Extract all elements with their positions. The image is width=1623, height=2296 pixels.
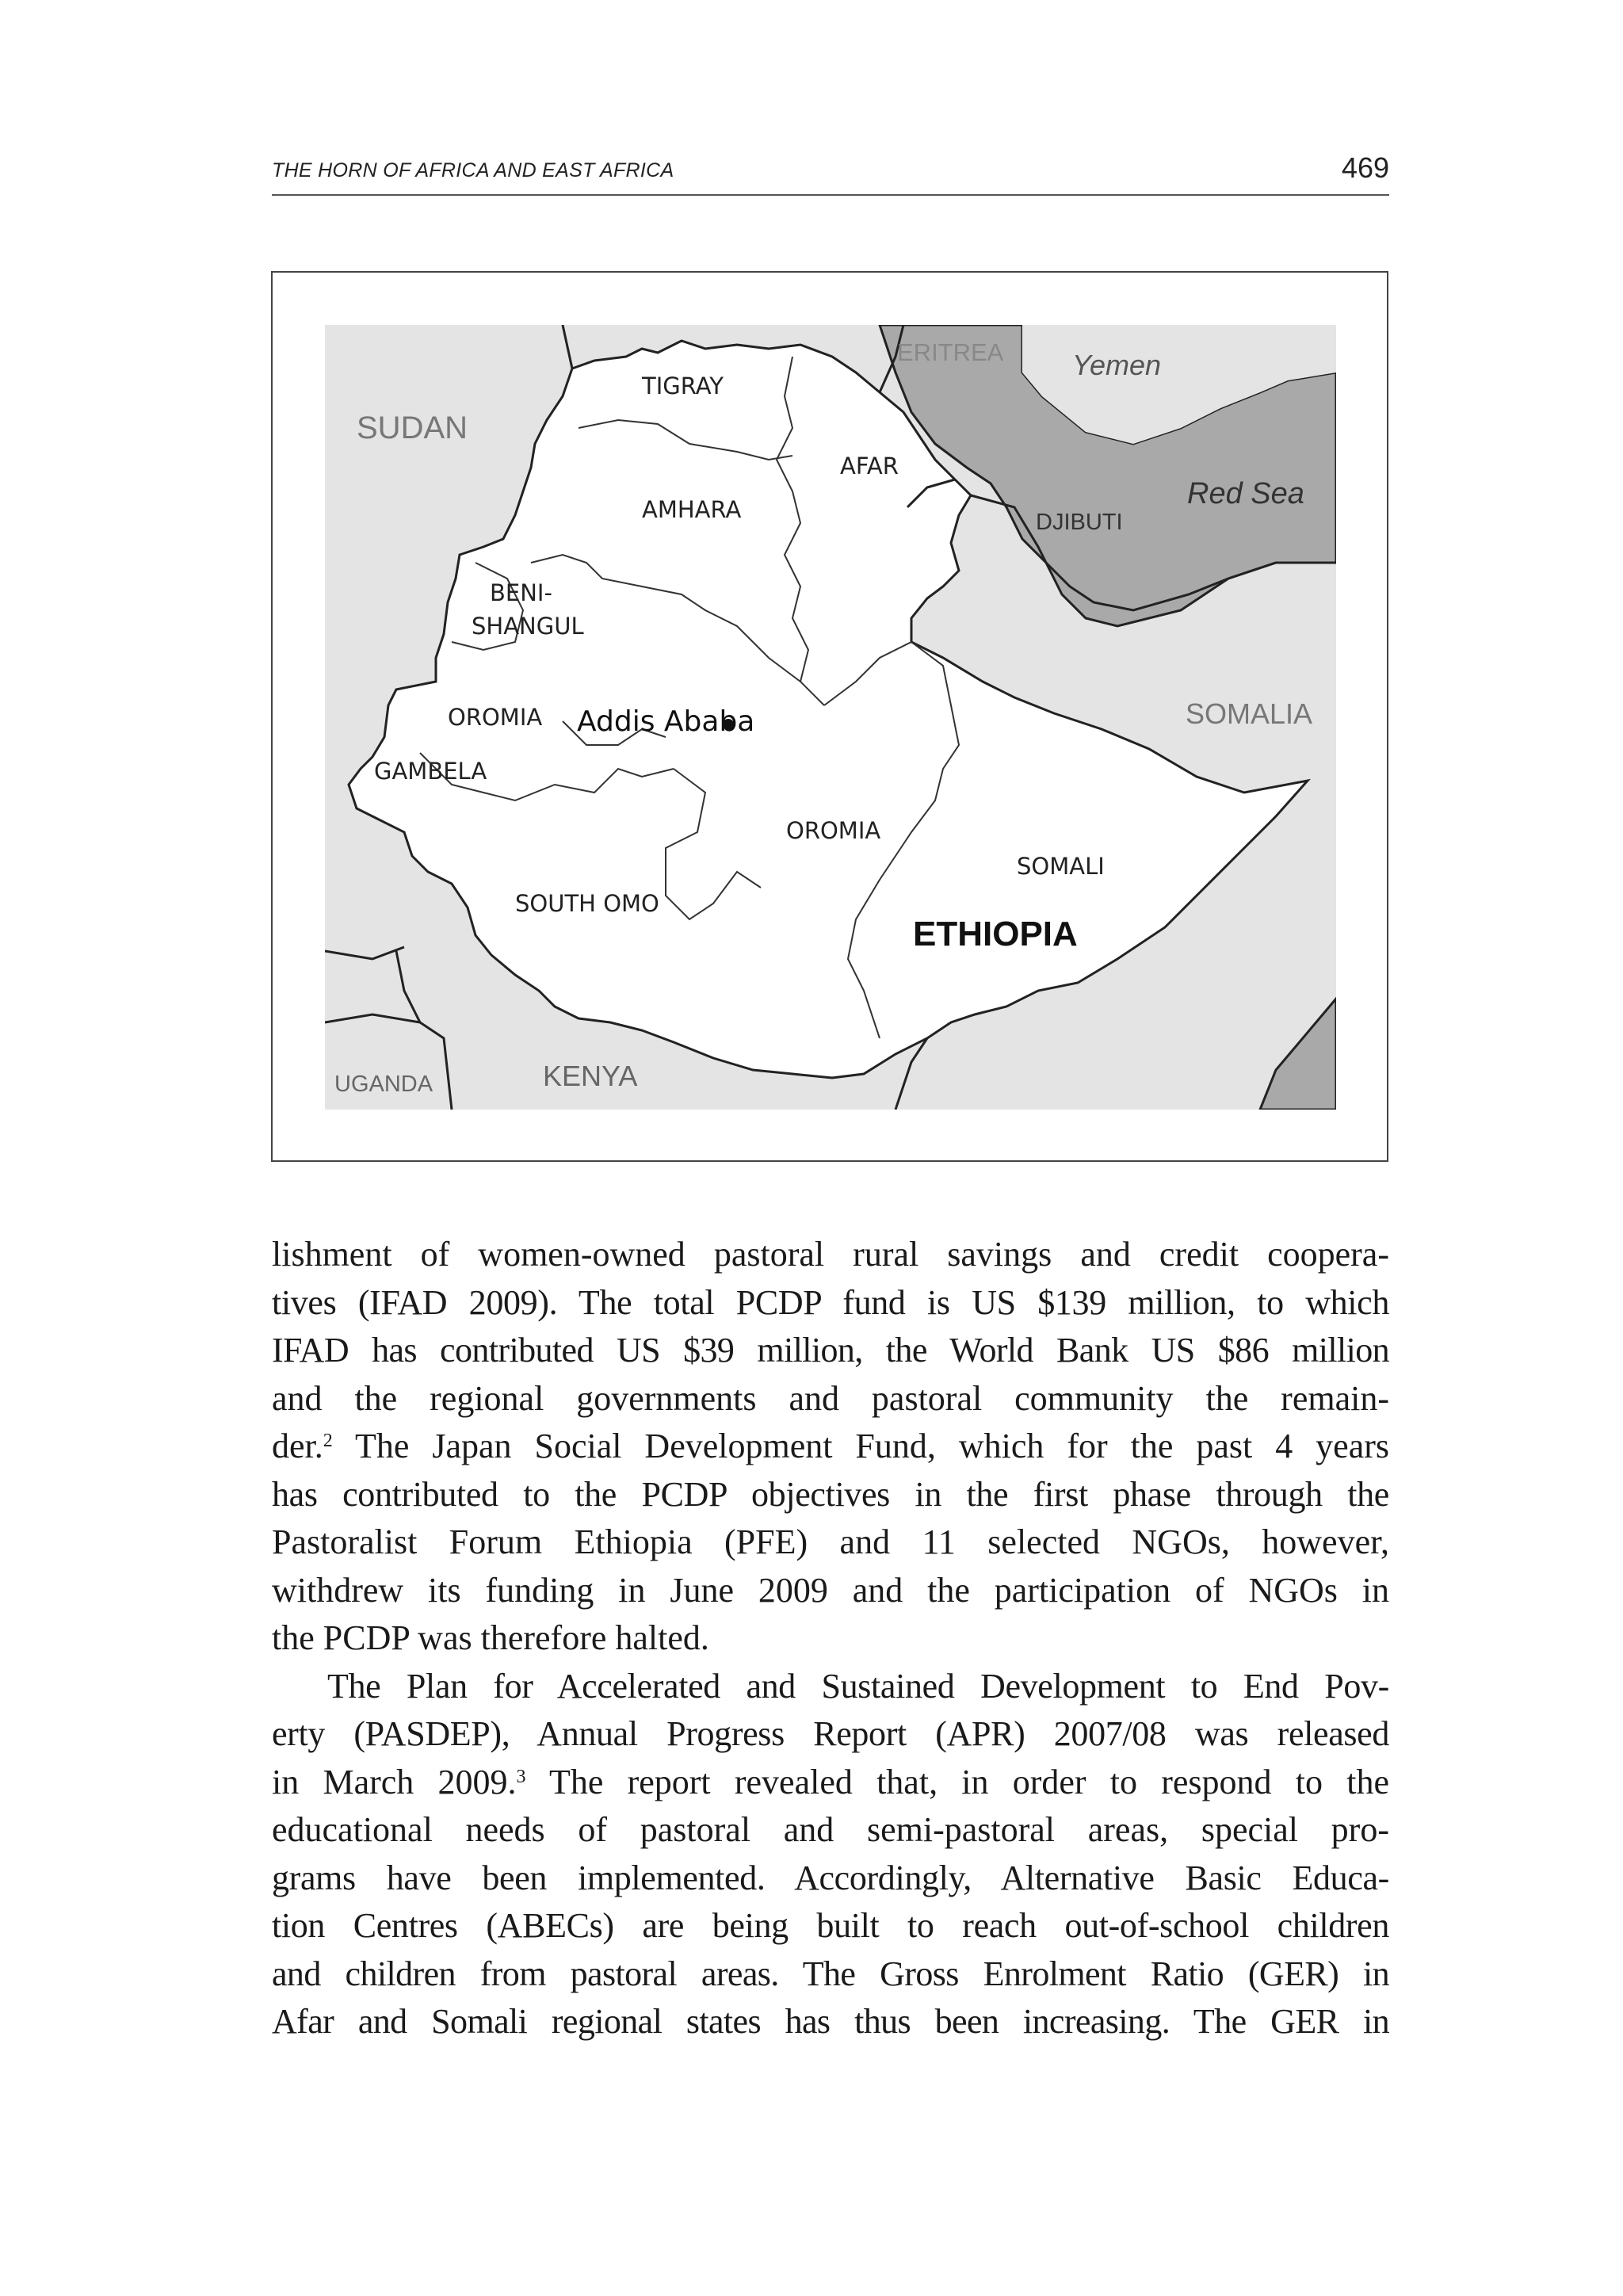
label-addis-ababa: Addis Ababa — [577, 705, 755, 738]
body-line: and children from pastoral areas. The Gross Enrolment Ratio (GER) in — [272, 1954, 1389, 1993]
label-djibouti: DJIBUTI — [1036, 510, 1123, 535]
label-amhara: AMHARA — [642, 496, 742, 523]
running-title: THE HORN OF AFRICA AND EAST AFRICA — [272, 159, 674, 181]
body-line: grams have been implemented. Accordingly, Alternative Basic Educa- — [272, 1858, 1389, 1897]
body-line-footnoted — [272, 1423, 1389, 1471]
body-line-prefix: der. — [272, 1427, 323, 1465]
body-line: Afar and Somali regional states has thus been increasing. The GER in — [272, 2002, 1389, 2041]
body-line: educational needs of pastoral and semi-pastoral areas, special pro- — [272, 1810, 1389, 1849]
body-line: withdrew its funding in June 2009 and the participation of NGOs in — [272, 1570, 1389, 1610]
body-line: lishment of women-owned pastoral rural savings and credit coopera- — [272, 1235, 1389, 1274]
footnote-marker[interactable]: 2 — [323, 1431, 333, 1452]
body-line-rest: The Japan Social Development Fund, which for the past 4 years — [354, 1427, 1389, 1465]
label-yemen: Yemen — [1072, 349, 1162, 381]
label-benishangul-1: BENI- — [490, 579, 552, 606]
label-eritrea: ERITREA — [897, 338, 1004, 366]
body-line: The Plan for Accelerated and Sustained Development to End Pov- — [327, 1666, 1389, 1706]
running-head — [272, 151, 1389, 196]
label-afar: AFAR — [840, 453, 899, 479]
label-red-sea: Red Sea — [1187, 477, 1304, 510]
page-number: 469 — [1341, 151, 1389, 184]
label-tigray: TIGRAY — [642, 372, 724, 399]
label-somali: SOMALI — [1017, 853, 1105, 880]
body-line: has contributed to the PCDP objectives in the first phase through the — [272, 1474, 1389, 1514]
label-sudan: SUDAN — [357, 411, 468, 445]
label-oromia-central: OROMIA — [786, 817, 881, 844]
label-benishangul-2: SHANGUL — [472, 613, 584, 640]
ethiopia-map — [325, 325, 1336, 1110]
body-line: erty (PASDEP), Annual Progress Report (APR) 2007/08 was released — [272, 1714, 1389, 1753]
body-text — [272, 1231, 1389, 2046]
body-line: tion Centres (ABECs) are being built to reach out-of-school children — [272, 1906, 1389, 1945]
body-line: tives (IFAD 2009). The total PCDP fund is US $139 million, to which — [272, 1282, 1389, 1322]
body-line: Pastoralist Forum Ethiopia (PFE) and 11 selected NGOs, however, — [272, 1522, 1389, 1561]
label-south-omo: SOUTH OMO — [515, 890, 659, 917]
body-line-footnoted — [272, 1759, 1389, 1807]
label-kenya: KENYA — [543, 1060, 638, 1092]
body-line-rest: The report revealed that, in order to respond to the — [548, 1762, 1389, 1801]
label-somalia: SOMALIA — [1186, 697, 1313, 730]
body-line-prefix: in March 2009. — [272, 1762, 517, 1801]
label-ethiopia: ETHIOPIA — [913, 915, 1078, 953]
body-line: IFAD has contributed US $39 million, the World Bank US $86 million — [272, 1331, 1389, 1370]
label-oromia-west: OROMIA — [448, 704, 543, 731]
label-uganda: UGANDA — [334, 1072, 433, 1097]
label-gambela: GAMBELA — [374, 758, 487, 785]
map-figure — [271, 271, 1388, 1162]
body-line: the PCDP was therefore halted. — [272, 1618, 709, 1657]
body-line: and the regional governments and pastoral community the remain- — [272, 1378, 1389, 1418]
footnote-marker[interactable]: 3 — [516, 1766, 526, 1787]
